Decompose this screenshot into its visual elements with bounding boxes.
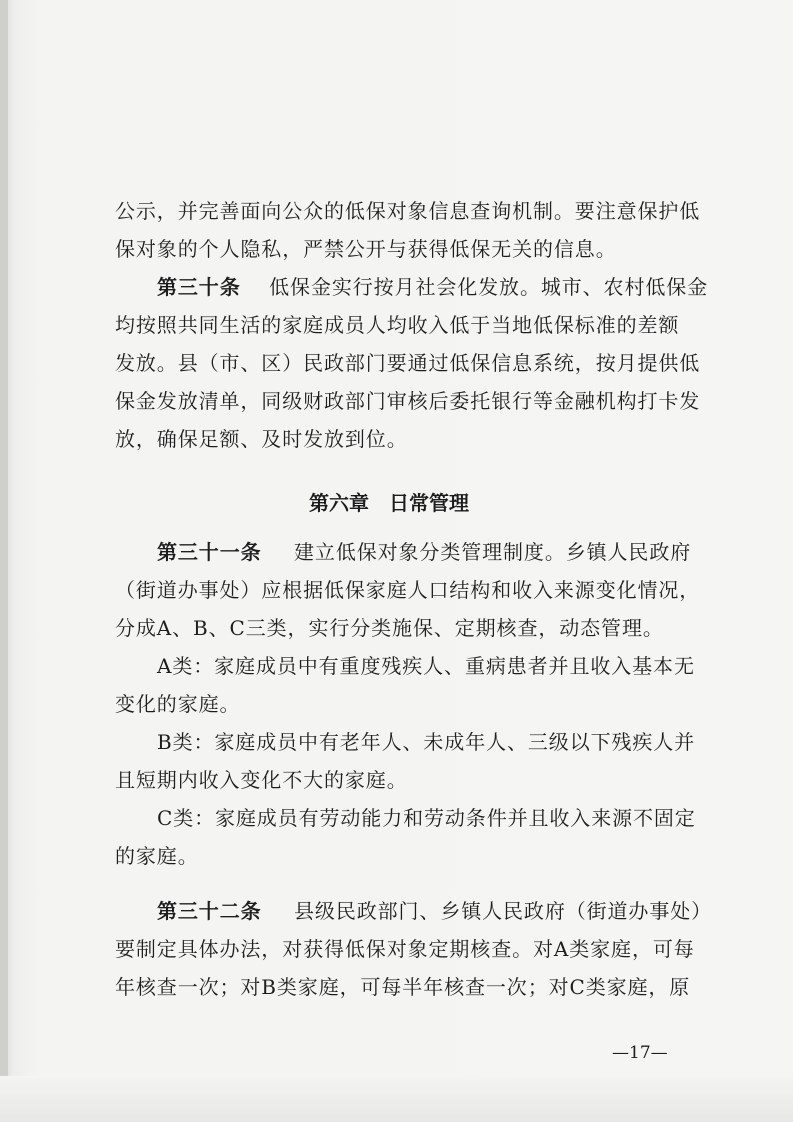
paragraph-line: 保对象的个人隐私，严禁公开与获得低保无关的信息。 bbox=[115, 237, 617, 261]
chapter-title: 日常管理 bbox=[389, 491, 469, 515]
paragraph-line: B类：家庭成员中有老年人、未成年人、三级以下残疾人并 bbox=[157, 730, 696, 754]
chapter-number: 第六章 bbox=[309, 491, 369, 515]
paragraph-line: 公示，并完善面向公众的低保对象信息查询机制。要注意保护低 bbox=[115, 199, 701, 223]
paragraph-line: 变化的家庭。 bbox=[115, 692, 241, 716]
paragraph-line: 保金发放清单，同级财政部门审核后委托银行等金融机构打卡发 bbox=[115, 389, 701, 413]
article-32-line bbox=[157, 899, 712, 923]
page-number: —17— bbox=[612, 1043, 668, 1063]
paragraph-line: 的家庭。 bbox=[115, 844, 199, 868]
article-31-line bbox=[157, 540, 691, 564]
page-bottom-shadow bbox=[0, 1076, 793, 1122]
paragraph-line: C类：家庭成员有劳动能力和劳动条件并且收入来源不固定 bbox=[157, 806, 696, 830]
article-31-label: 第三十一条 bbox=[157, 540, 262, 564]
paragraph-line: 年核查一次；对B类家庭，可每半年核查一次；对C类家庭，原 bbox=[115, 975, 691, 999]
article-31-text: 建立低保对象分类管理制度。乡镇人民政府 bbox=[294, 540, 692, 564]
paragraph-line: 发放。县（市、区）民政部门要通过低保信息系统，按月提供低 bbox=[115, 351, 701, 375]
paragraph-line: 且短期内收入变化不大的家庭。 bbox=[115, 768, 408, 792]
paragraph-line: （街道办事处）应根据低保家庭人口结构和收入来源变化情况， bbox=[115, 578, 701, 602]
chapter-heading bbox=[309, 487, 469, 516]
paragraph-line: 均按照共同生活的家庭成员人均收入低于当地低保标准的差额 bbox=[115, 313, 680, 337]
paragraph-line: 分成A、B、C三类，实行分类施保、定期核查，动态管理。 bbox=[115, 616, 664, 640]
paragraph-line: 放，确保足额、及时发放到位。 bbox=[115, 427, 408, 451]
paragraph-line: 要制定具体办法，对获得低保对象定期核查。对A类家庭，可每 bbox=[115, 937, 695, 961]
article-30-line bbox=[157, 275, 708, 299]
article-32-text: 县级民政部门、乡镇人民政府（街道办事处） bbox=[294, 899, 713, 923]
paragraph-line: A类：家庭成员中有重度残疾人、重病患者并且收入基本无 bbox=[157, 654, 695, 678]
article-30-text: 低保金实行按月社会化发放。城市、农村低保金 bbox=[269, 275, 709, 299]
article-30-label: 第三十条 bbox=[157, 275, 241, 299]
article-32-label: 第三十二条 bbox=[157, 899, 262, 923]
page-binding-edge bbox=[0, 0, 8, 1122]
